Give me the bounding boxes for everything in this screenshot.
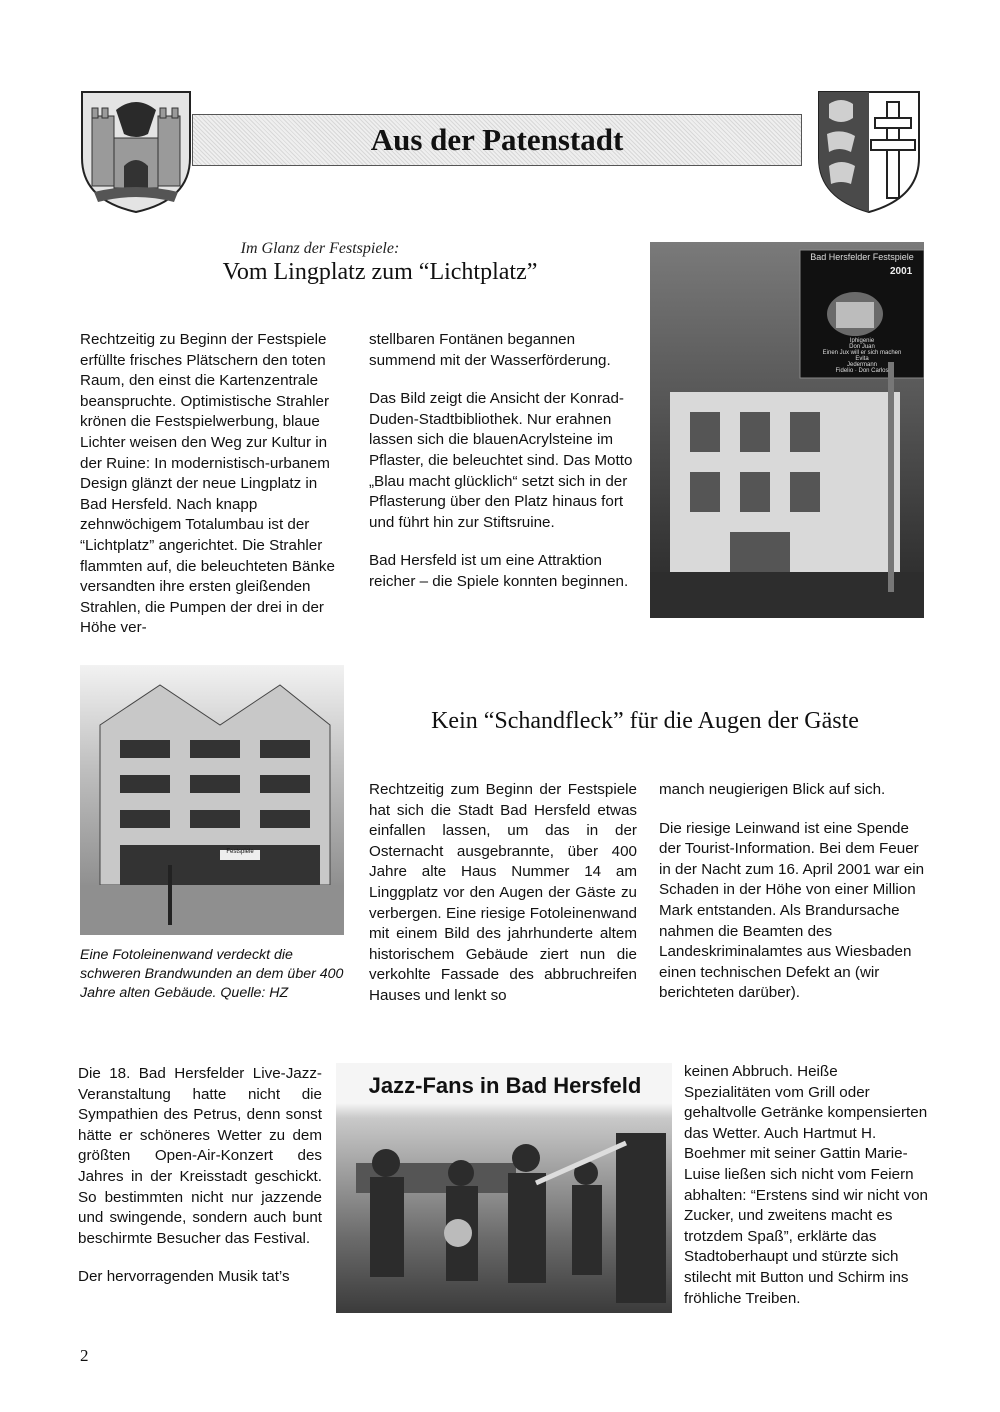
- left-coat-of-arms: [78, 88, 194, 216]
- right-coat-of-arms: [815, 88, 923, 216]
- article2-column-1: [369, 780, 637, 1025]
- article2-title: Kein “Schandfleck” für die Augen der Gäste: [431, 708, 859, 734]
- paragraph: manch neugierigen Blick auf sich.: [659, 781, 886, 798]
- paragraph: Die 18. Bad Hersfelder Live-Jazz-Veranstaltung hatte nicht die Sympathien des Petrus, denn sonst hätte er schöneres Wetter zu dem größten Open-Air-Konzert des Jahres in der Kreisstadt geschickt. So bestimmten nicht nur jazzende und swingende, sondern auch bunt beschirmte Besucher das Festival.: [78, 1065, 322, 1247]
- house-illustration: [80, 665, 344, 935]
- billboard-line: Iphigenie: [849, 338, 875, 344]
- house-photo-caption: Eine Fotoleinenwand verdeckt die schweren Brandwunden an dem über 400 Jahre alten Gebäude. Quelle: HZ: [80, 947, 344, 1001]
- article1-title: Vom Lingplatz zum “Lichtplatz”: [222, 259, 538, 285]
- billboard-line: Fidelio · Don Carlos: [835, 368, 889, 374]
- paragraph: Bad Hersfeld ist um eine Attraktion reicher – die Spiele konnten beginnen.: [369, 552, 629, 590]
- library-photo: [650, 242, 924, 618]
- paragraph: Rechtzeitig zu Beginn der Festspiele erfüllte frisches Plätschern den toten Raum, den einst die Kartenzentrale beanspruchte. Optimistische Strahler krönen die Festspielwerbung, blaue Lichter weisen den Weg zur Kultur in der Ruine: In modernistisch-urbanem Design glänzt der neue Lingplatz in Bad Hersfeld. Nach knapp zehnwöchigem Totalumbau ist der “Lichtplatz” angerichtet. Die Strahler flammten auf, die beleuchteten Bänke versandten ihre ersten gleißenden Strahlen, die Pumpen der drei in der Höhe ver-: [80, 331, 335, 637]
- billboard-line: Don Juan: [849, 344, 875, 350]
- article1-column-1: [80, 330, 346, 657]
- building-illustration: [650, 242, 924, 618]
- billboard-title: Bad Hersfelder Festspiele: [810, 252, 914, 262]
- paragraph: Das Bild zeigt die Ansicht der Konrad-Duden-Stadtbibliothek. Nur erahnen lassen sich die blauenAcrylsteine im Pflaster, die beleuchtet sind. Das Motto „Blau macht glücklich“ setzt sich in der Pflasterung über den Platz hinaus fort und führt hin zur Stiftsruine.: [369, 390, 633, 531]
- billboard-year: 2001: [890, 266, 913, 277]
- billboard-line: Einen Jux will er sich machen: [822, 350, 902, 356]
- article2-column-2: [659, 780, 927, 1022]
- article1-column-2: [369, 330, 637, 611]
- billboard-line: Jedermann: [846, 362, 878, 368]
- paragraph: Der hervorragenden Musik tat’s: [78, 1268, 290, 1286]
- paragraph: Rechtzeitig zum Beginn der Festspiele hat sich die Stadt Bad Hersfeld etwas einfallen lassen, um das in der Osternacht ausgebrannte, über 400 Jahre alte Haus Nummer 14 am Linggplatz vor den Augen der Gäste zu verbergen. Eine riesige Fotoleinenwand mit einem Bild des jahrhunderte altem historischem Gebäude ziert nun die verkohlte Fassade des abbruchreifen Hauses und lenkt so: [369, 781, 637, 1004]
- article3-column-2: [684, 1062, 928, 1327]
- article1-kicker: Im Glanz der Festspiele:: [240, 240, 400, 257]
- section-banner: [192, 114, 802, 166]
- article3-column-1: [78, 1064, 322, 1306]
- crest-tower-icon: [78, 88, 194, 216]
- shop-sign: Festspiele: [226, 849, 254, 855]
- paragraph: Die riesige Leinwand ist eine Spende der Tourist-Information. Bei dem Feuer in der Nacht zum 16. April 2001 war ein Schaden in der Höhe von einer Million Mark entstanden. Als Brandursache nahmen die Beamten des Landeskriminalamtes aus Wiesbaden einen technischen Defekt an (wir berichteten darüber).: [659, 819, 925, 1002]
- billboard-line: Evita: [855, 356, 869, 362]
- musicians-illustration: [336, 1123, 672, 1313]
- page-number: 2: [80, 1346, 89, 1365]
- paragraph: stellbaren Fontänen begannen summend mit der Wasserförderung.: [369, 331, 611, 369]
- jazz-photo: [336, 1063, 672, 1313]
- jazz-photo-title: Jazz-Fans in Bad Hersfeld: [368, 1073, 642, 1098]
- section-title: Aus der Patenstadt: [370, 122, 624, 157]
- house-photo: [80, 665, 344, 935]
- crest-cross-icon: [815, 88, 923, 216]
- paragraph: keinen Abbruch. Heiße Spezialitäten vom Grill oder gehaltvolle Getränke kompensierten das Wetter. Auch Hartmut H. Boehmer mit seiner Gattin Marie-Luise ließen sich nicht vom Feiern abhalten: “Erstens sind wir nicht von Zucker, und zweitens macht es trotzdem Spaß”, erklärte das Stadtoberhaupt und stürzte sich stilecht mit Button und Schirm ins fröhliche Treiben.: [684, 1063, 928, 1307]
